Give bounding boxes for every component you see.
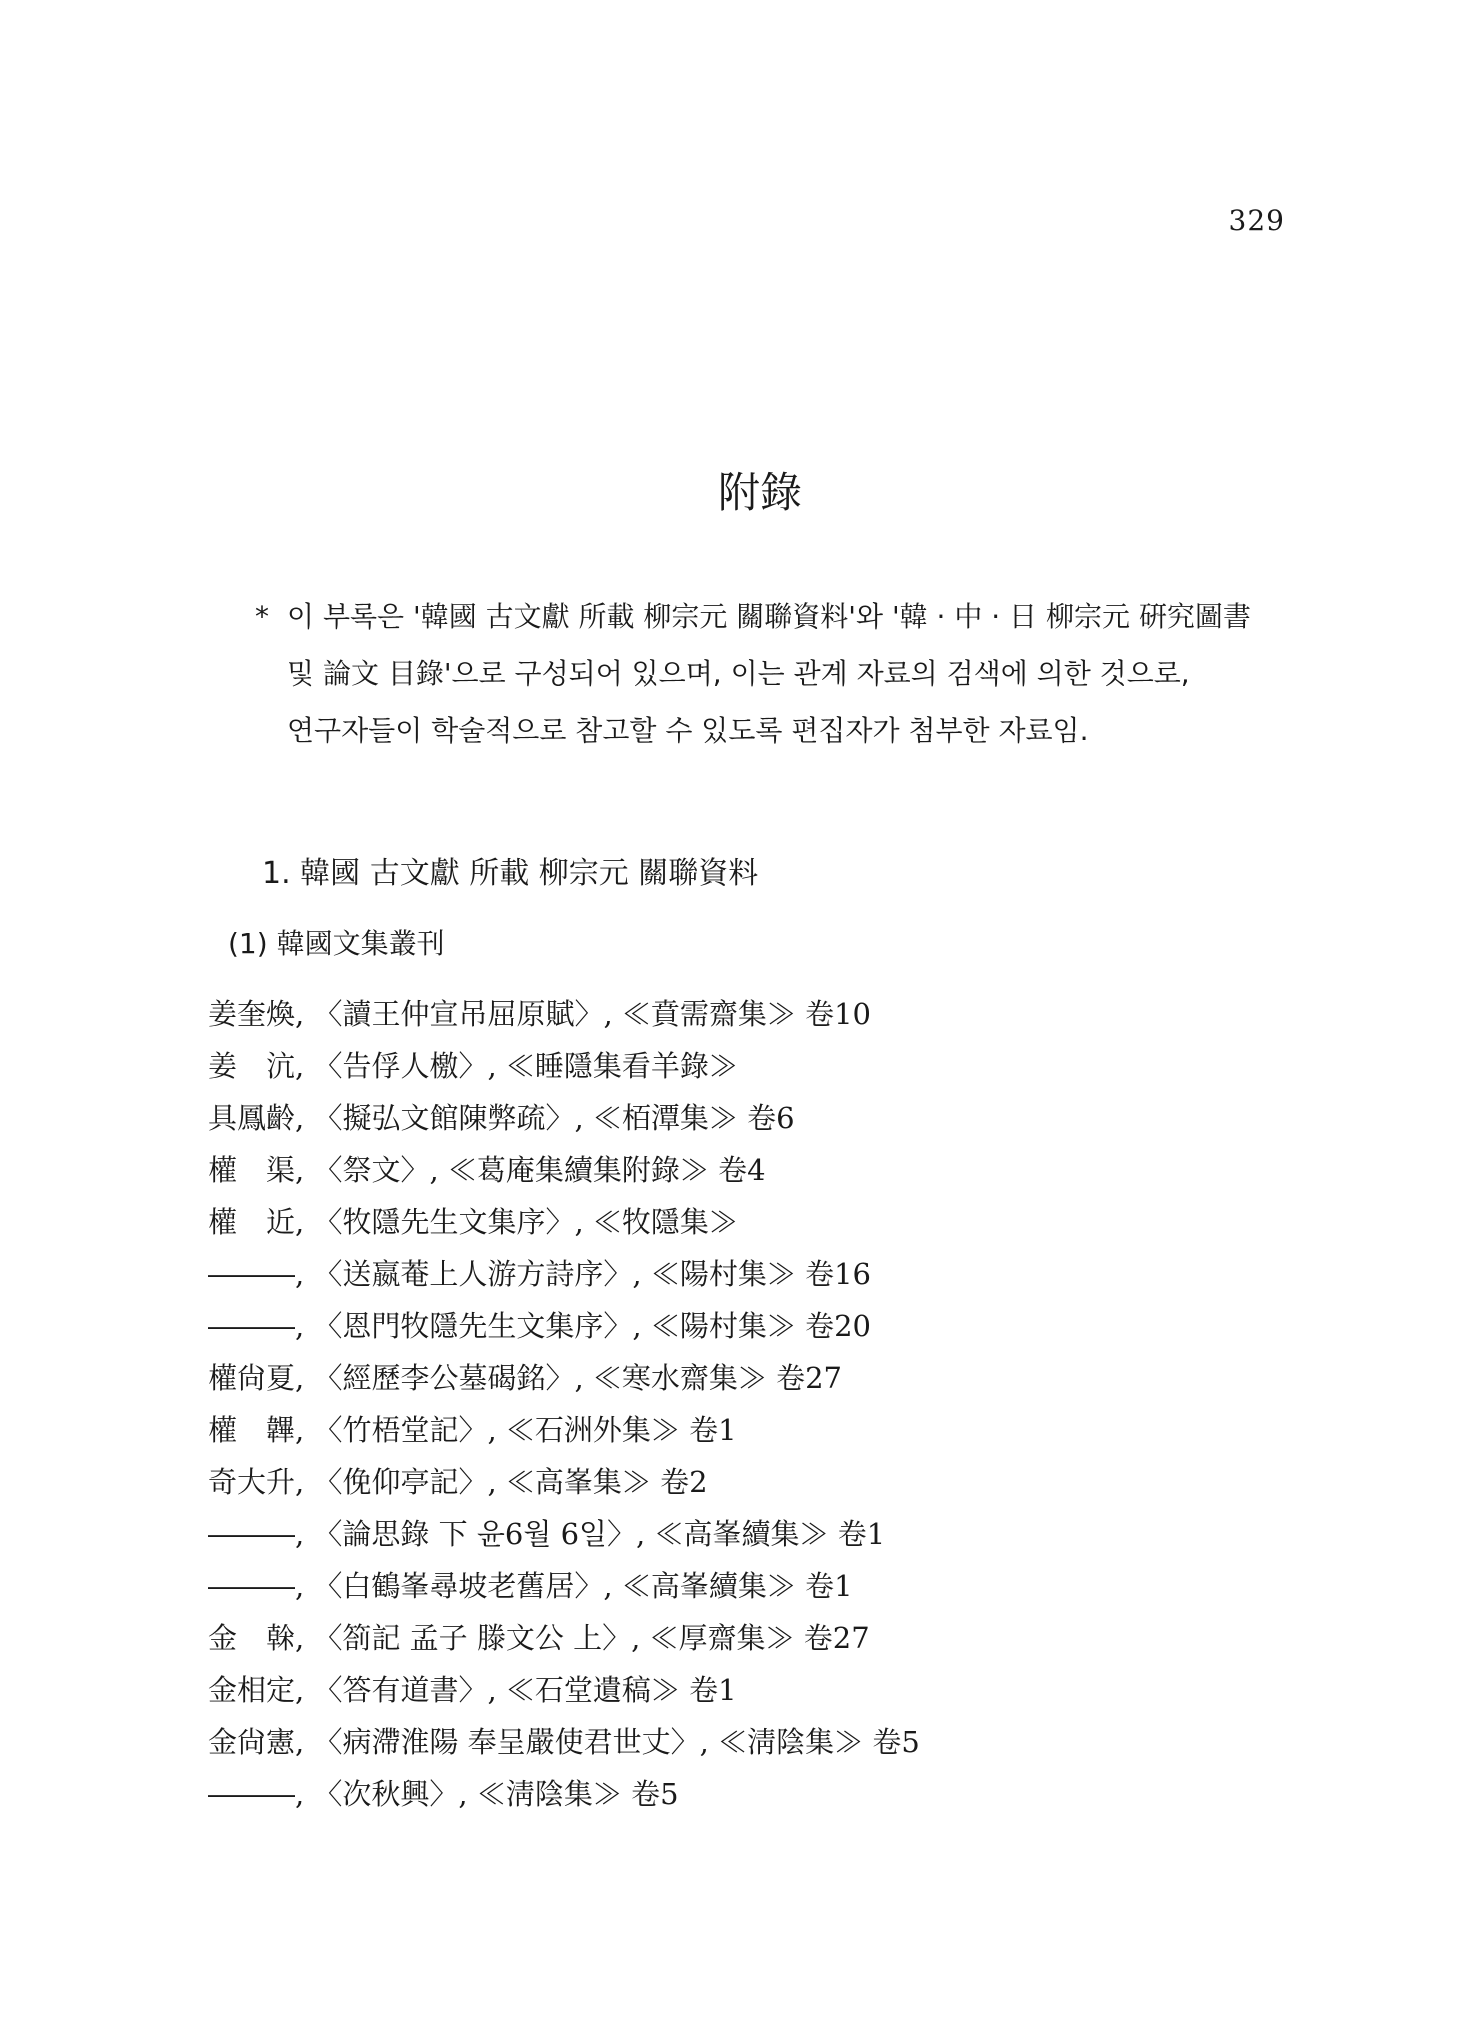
entry-work: , 〈祭文〉, ≪葛庵集續集附錄≫ 卷4: [295, 1153, 766, 1187]
entry-author: 權 韠: [208, 1413, 296, 1447]
entry-work: , 〈經歷李公墓碣銘〉, ≪寒水齋集≫ 卷27: [295, 1361, 843, 1395]
entry-author: 權 近: [208, 1205, 296, 1239]
list-item: [208, 1560, 1308, 1612]
entry-work: , 〈答有道書〉, ≪石堂遺稿≫ 卷1: [295, 1673, 737, 1707]
list-item: [208, 1456, 1308, 1508]
entry-author: 姜 沆: [208, 1049, 296, 1083]
entry-author: 奇大升: [208, 1465, 296, 1499]
entry-work: , 〈白鶴峯尋坡老舊居〉, ≪高峯續集≫ 卷1: [295, 1569, 853, 1603]
entry-author: ―――: [208, 1777, 295, 1811]
entry-author: 金 榦: [208, 1621, 296, 1655]
list-item: [208, 988, 1308, 1040]
entry-work: , 〈病滯淮陽 奉呈嚴使君世丈〉, ≪淸陰集≫ 卷5: [295, 1725, 920, 1759]
entry-work: , 〈牧隱先生文集序〉, ≪牧隱集≫: [295, 1205, 738, 1239]
entry-author: 權尙夏: [208, 1361, 296, 1395]
list-item: [208, 1352, 1308, 1404]
list-item: [208, 1612, 1308, 1664]
list-item: [208, 1248, 1308, 1300]
entry-author: ―――: [208, 1309, 295, 1343]
entry-author: ―――: [208, 1517, 295, 1551]
entry-author: 姜奎煥: [208, 997, 296, 1031]
entry-author: 金相定: [208, 1673, 296, 1707]
entry-author: 金尙憲: [208, 1725, 296, 1759]
entry-work: , 〈讀王仲宣吊屈原賦〉, ≪賁需齋集≫ 卷10: [295, 997, 872, 1031]
entry-work: , 〈告俘人檄〉, ≪睡隱集看羊錄≫: [295, 1049, 738, 1083]
entry-author: 具鳳齡: [208, 1101, 296, 1135]
entry-work: , 〈次秋興〉, ≪淸陰集≫ 卷5: [295, 1777, 679, 1811]
note-line-3: 연구자들이 학술적으로 참고할 수 있도록 편집자가 첨부한 자료임.: [287, 714, 1089, 747]
list-item: [208, 1404, 1308, 1456]
subsection-heading: (1) 韓國文集叢刊: [228, 927, 445, 960]
list-item: [208, 1040, 1308, 1092]
list-item: [208, 1716, 1308, 1768]
list-item: [208, 1092, 1308, 1144]
list-item: [208, 1144, 1308, 1196]
entry-author: ―――: [208, 1569, 295, 1603]
note-asterisk: *: [255, 600, 269, 633]
entry-work: , 〈擬弘文館陳弊疏〉, ≪栢潭集≫ 卷6: [295, 1101, 795, 1135]
entry-work: , 〈俛仰亭記〉, ≪高峯集≫ 卷2: [295, 1465, 708, 1499]
list-item: [208, 1300, 1308, 1352]
note-line-2: 및 論文 目錄'으로 구성되어 있으며, 이는 관계 자료의 검색에 의한 것으로,: [287, 657, 1190, 690]
list-item: [208, 1196, 1308, 1248]
entry-list: [208, 988, 1308, 1820]
appendix-note: [255, 588, 1265, 759]
entry-work: , 〈論思錄 下 윤6월 6일〉, ≪高峯續集≫ 卷1: [295, 1517, 886, 1551]
page-title: 附錄: [717, 468, 802, 517]
list-item: [208, 1768, 1308, 1820]
note-line-1-text: 이 부록은 '韓國 古文獻 所載 柳宗元 關聯資料'와 '韓 · 中 · 日 柳宗元 硏究圖書: [287, 600, 1251, 633]
list-item: [208, 1508, 1308, 1560]
entry-author: 權 渠: [208, 1153, 296, 1187]
entry-work: , 〈恩門牧隱先生文集序〉, ≪陽村集≫ 卷20: [295, 1309, 871, 1343]
entry-work: , 〈送嬴菴上人游方詩序〉, ≪陽村集≫ 卷16: [295, 1257, 871, 1291]
note-line-1: [255, 588, 1265, 645]
entry-author: ―――: [208, 1257, 295, 1291]
page-number: 329: [1228, 204, 1285, 237]
entry-work: , 〈箚記 孟子 滕文公 上〉, ≪厚齋集≫ 卷27: [295, 1621, 870, 1655]
list-item: [208, 1664, 1308, 1716]
entry-work: , 〈竹梧堂記〉, ≪石洲外集≫ 卷1: [295, 1413, 737, 1447]
section-heading: 1. 韓國 古文獻 所載 柳宗元 關聯資料: [262, 856, 759, 891]
